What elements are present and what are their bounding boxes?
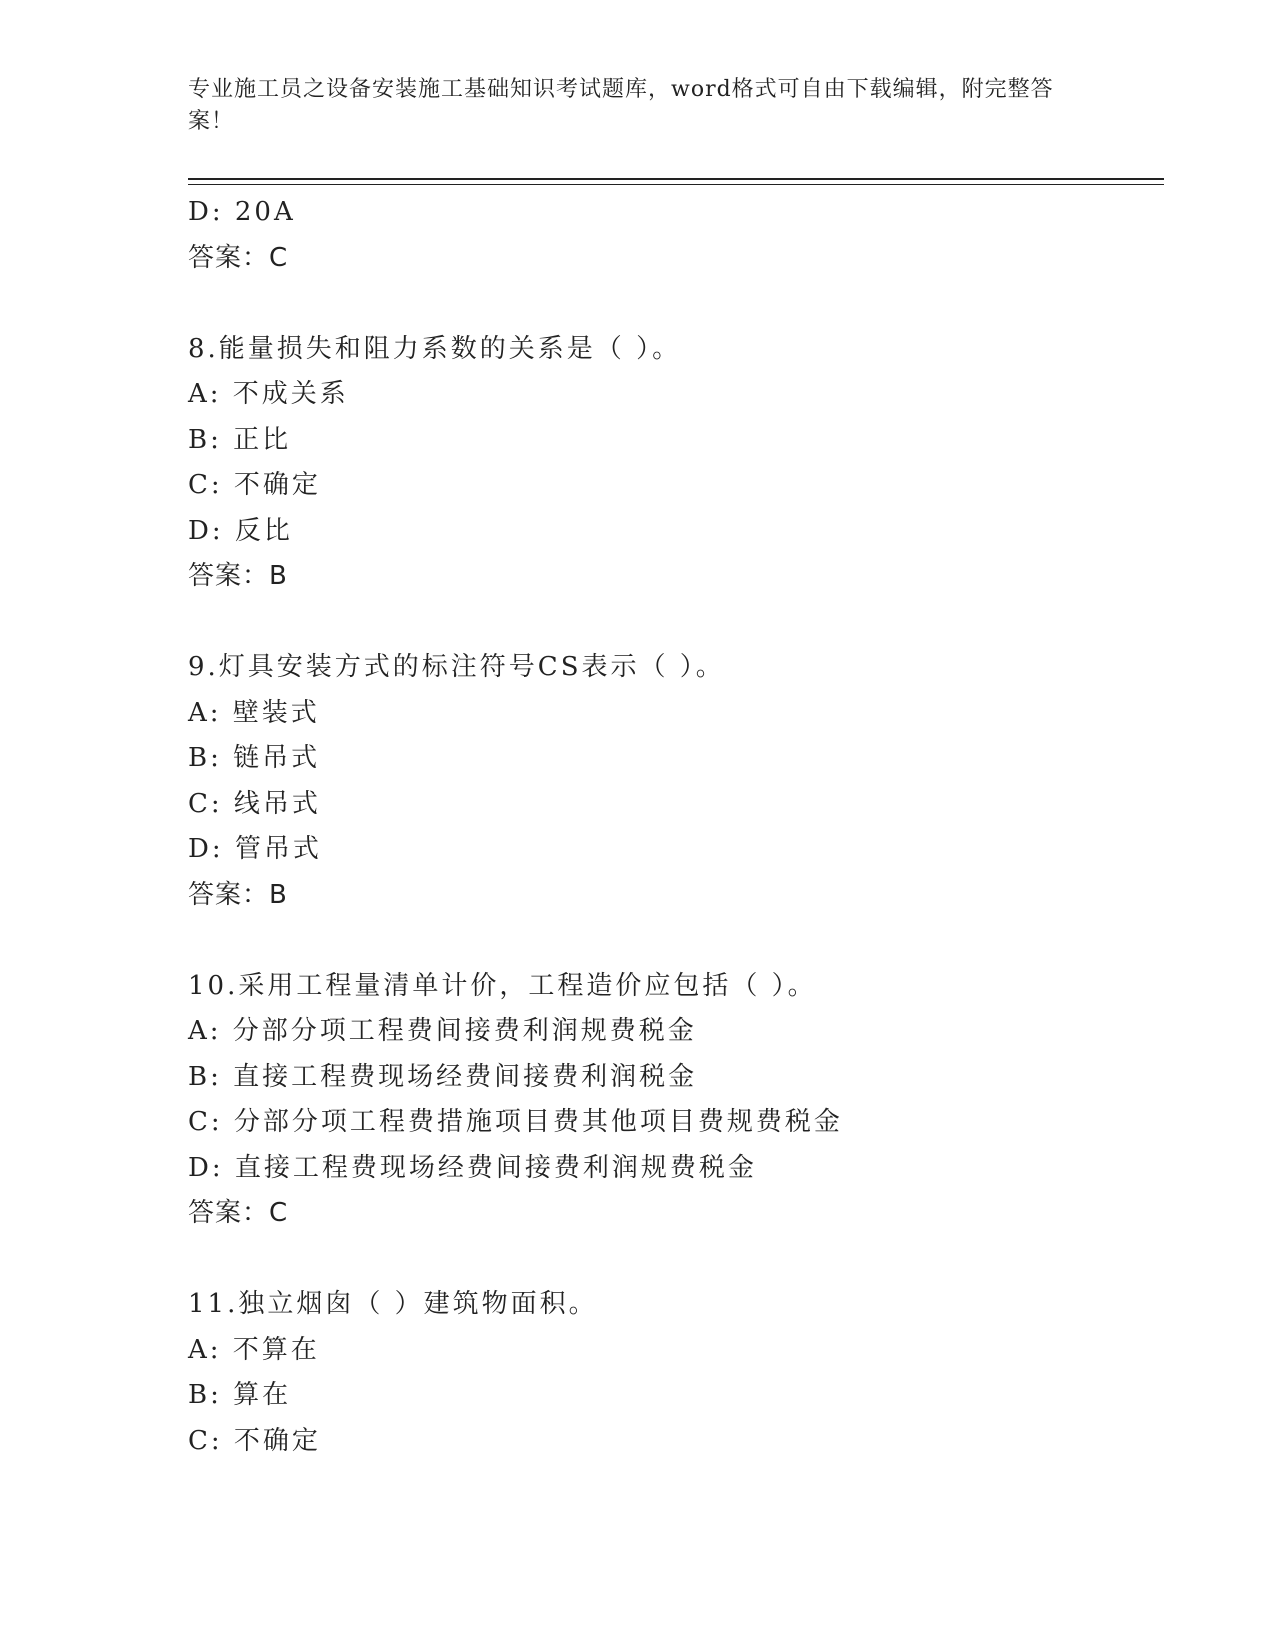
header-divider-thin [188, 184, 1164, 185]
spacer [188, 600, 1164, 646]
option-c: C: 分部分项工程费措施项目费其他项目费规费税金 [188, 1107, 843, 1137]
option-d: D: 管吊式 [188, 834, 322, 864]
spacer [188, 1237, 1164, 1283]
option-c: C: 线吊式 [188, 788, 321, 819]
question-stem: 10.采用工程量清单计价，工程造价应包括（ ）。 [188, 970, 817, 1001]
question-10 [188, 964, 1164, 1237]
question-stem: 9.灯具安装方式的标注符号CS表示（ ）。 [188, 652, 725, 682]
answer-line: 答案：C [188, 242, 289, 273]
option-b: B: 直接工程费现场经费间接费利润税金 [188, 1061, 698, 1092]
answer-line: 答案：C [188, 1198, 289, 1228]
option-a: A: 分部分项工程费间接费利润规费税金 [188, 1016, 697, 1046]
option-c: C: 不确定 [188, 1425, 321, 1456]
question-8 [188, 327, 1164, 600]
question-content [188, 190, 1164, 1464]
header-title: 专业施工员之设备安装施工基础知识考试题库，word格式可自由下载编辑，附完整答案！ [188, 77, 1054, 134]
option-c: C: 不确定 [188, 470, 321, 500]
option-d: D: 直接工程费现场经费间接费利润规费税金 [188, 1152, 757, 1183]
option-a: A: 不算在 [188, 1334, 320, 1365]
option-a: A: 壁装式 [188, 697, 320, 728]
option-d: D: 反比 [188, 515, 293, 546]
answer-line: 答案：B [188, 879, 288, 910]
option-b: B: 算在 [188, 1380, 292, 1410]
question-9 [188, 645, 1164, 918]
option-b: B: 正比 [188, 424, 292, 455]
question-stem: 8.能量损失和阻力系数的关系是（ ）。 [188, 333, 682, 364]
question-11 [188, 1282, 1164, 1464]
header-divider-thick [188, 178, 1164, 180]
spacer [188, 281, 1164, 327]
option-b: B: 链吊式 [188, 743, 321, 773]
question-stem: 11.独立烟囱（ ）建筑物面积。 [188, 1289, 598, 1319]
option-d: D: 20A [188, 197, 296, 227]
spacer [188, 918, 1164, 964]
answer-line: 答案：B [188, 561, 288, 591]
document-header [188, 74, 1068, 138]
option-a: A: 不成关系 [188, 379, 349, 409]
